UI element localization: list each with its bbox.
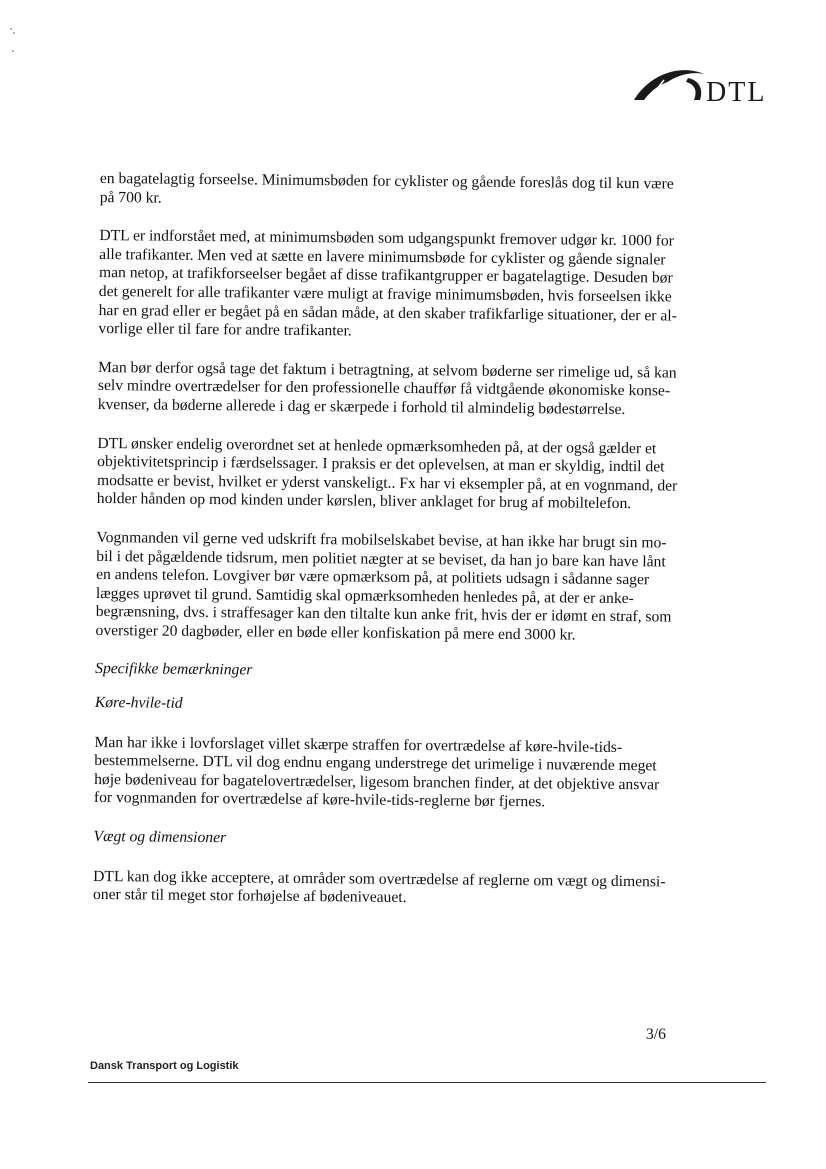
text-line: bil i det pågældende tidsrum, men politiet nægter at se beviset, da han jo bare kan have lånt <box>96 547 666 570</box>
paragraph-objektivitet <box>97 435 704 515</box>
text-line: DTL kan dog ikke acceptere, at områder som overtrædelse af reglerne om vægt og dimensi- <box>93 867 666 891</box>
text-line: holder hånden op mod kinden under kørslen, bliver anklaget for brug af mobiltelefon. <box>96 490 632 513</box>
text-line: har en grad eller er begået på en sådan måde, at den skaber trafikfarlige situationer, der er al- <box>98 301 677 325</box>
scan-speck <box>12 50 14 52</box>
paragraph-bagatel <box>100 170 706 213</box>
text-line: på 700 kr. <box>99 188 162 207</box>
text-line: alle trafikanter. Men ved at sætte en lavere minimumsbøde for cyklister og gående signaler <box>99 245 666 269</box>
text-line: Vognmanden vil gerne ved udskrift fra mobilselskabet bevise, at han ikke har brugt sin mo- <box>96 528 667 552</box>
heading-specific-remarks: Specifikke bemærkninger <box>95 660 253 679</box>
logo-text: DTL <box>706 77 767 108</box>
text-line: en bagatelagtig forseelse. Minimumsbøden for cyklister og gående foreslås dog til kun være <box>99 170 674 193</box>
text-line: modsatte er bevist, hvilket er yderst vanskeligt.. Fx har vi eksempler på, at en vognmand, der <box>96 471 678 495</box>
text-line: man netop, at trafikforseelser begået af disse trafikantgrupper er bagatelagtige. Desuden bør <box>98 264 673 287</box>
footer-divider <box>88 1082 766 1083</box>
text-line: overstiger 20 dagbøder, eller en bøde eller konfiskation på mere end 3000 kr. <box>95 621 576 644</box>
text-line: en andens telefon. Lovgiver bør være opmærksom på, at politiets udsagn i sådanne sager <box>96 566 650 589</box>
text-line: selv mindre overtrædelser for den professionelle chauffør få vidtgående økonomiske konse- <box>97 377 671 400</box>
text-line: for vognmanden for overtrædelse af køre-hvile-tids-reglerne bør fjernes. <box>93 789 546 811</box>
text-line: Man har ikke i lovforslaget villet skærpe straffen for overtrædelse af køre-hvile-tids- <box>94 733 623 756</box>
text-line: begrænsning, dvs. i straffesager kan den tiltalte kun anke frit, hvis der er idømt en straf, som <box>95 603 672 626</box>
page-number: 3/6 <box>646 1026 666 1043</box>
paragraph-vognmand <box>95 529 702 646</box>
paragraph-chauffor <box>98 359 705 421</box>
text-line: objektivitetsprincip i færdselssager. I praksis er det oplevelsen, at man er skyldig, indtil det <box>97 453 665 476</box>
dtl-logo-swoosh-icon <box>628 66 708 108</box>
text-line: kvenser, da bøderne allerede i dag er skærpede i forhold til almindelig bødestørrelse. <box>97 395 626 418</box>
scan-speck <box>10 28 12 30</box>
scan-specks <box>10 28 18 58</box>
text-line: oner står til meget stor forhøjelse af bødeniveauet. <box>92 886 407 907</box>
heading-vaegt-og-dimensioner: Vægt og dimensioner <box>93 828 227 847</box>
text-line: høje bødeniveau for bagatelovertrædelser, ligesom branchen finder, at det objektive ansvar <box>94 770 660 794</box>
heading-kore-hvile-tid: Køre-hvile-tid <box>94 694 183 712</box>
text-line: DTL er indforstået med, at minimumsbøden som udgangspunkt fremover udgør kr. 1000 for <box>99 227 674 250</box>
text-line: lægges uprøvet til grund. Samtidig skal opmærksomheden henledes på, at der er anke- <box>95 584 634 607</box>
text-line: bestemmelserne. DTL vil dog endnu engang understrege det urimelige i nuværende meget <box>94 752 657 775</box>
footer-organization: Dansk Transport og Logistik <box>90 1060 239 1072</box>
dtl-logo <box>628 66 788 108</box>
text-line: Man bør derfor også tage det faktum i betragtning, at selvom bøderne ser rimelige ud, så kan <box>98 358 677 382</box>
paragraph-vaegt <box>93 868 699 911</box>
text-line: vorlige eller til fare for andre trafikanter. <box>98 320 352 340</box>
paragraph-kore-hvile-tid <box>94 734 701 814</box>
text-line: DTL ønsker endelig overordnet set at henlede opmærksomheden på, at der også gælder et <box>97 434 657 457</box>
scan-speck <box>13 32 15 34</box>
paragraph-minimumsbode <box>98 227 705 344</box>
text-line: det generelt for alle trafikanter være muligt at fravige minimumsbøden, hvis forseelsen ikke <box>98 282 672 306</box>
letter-body <box>93 170 706 931</box>
